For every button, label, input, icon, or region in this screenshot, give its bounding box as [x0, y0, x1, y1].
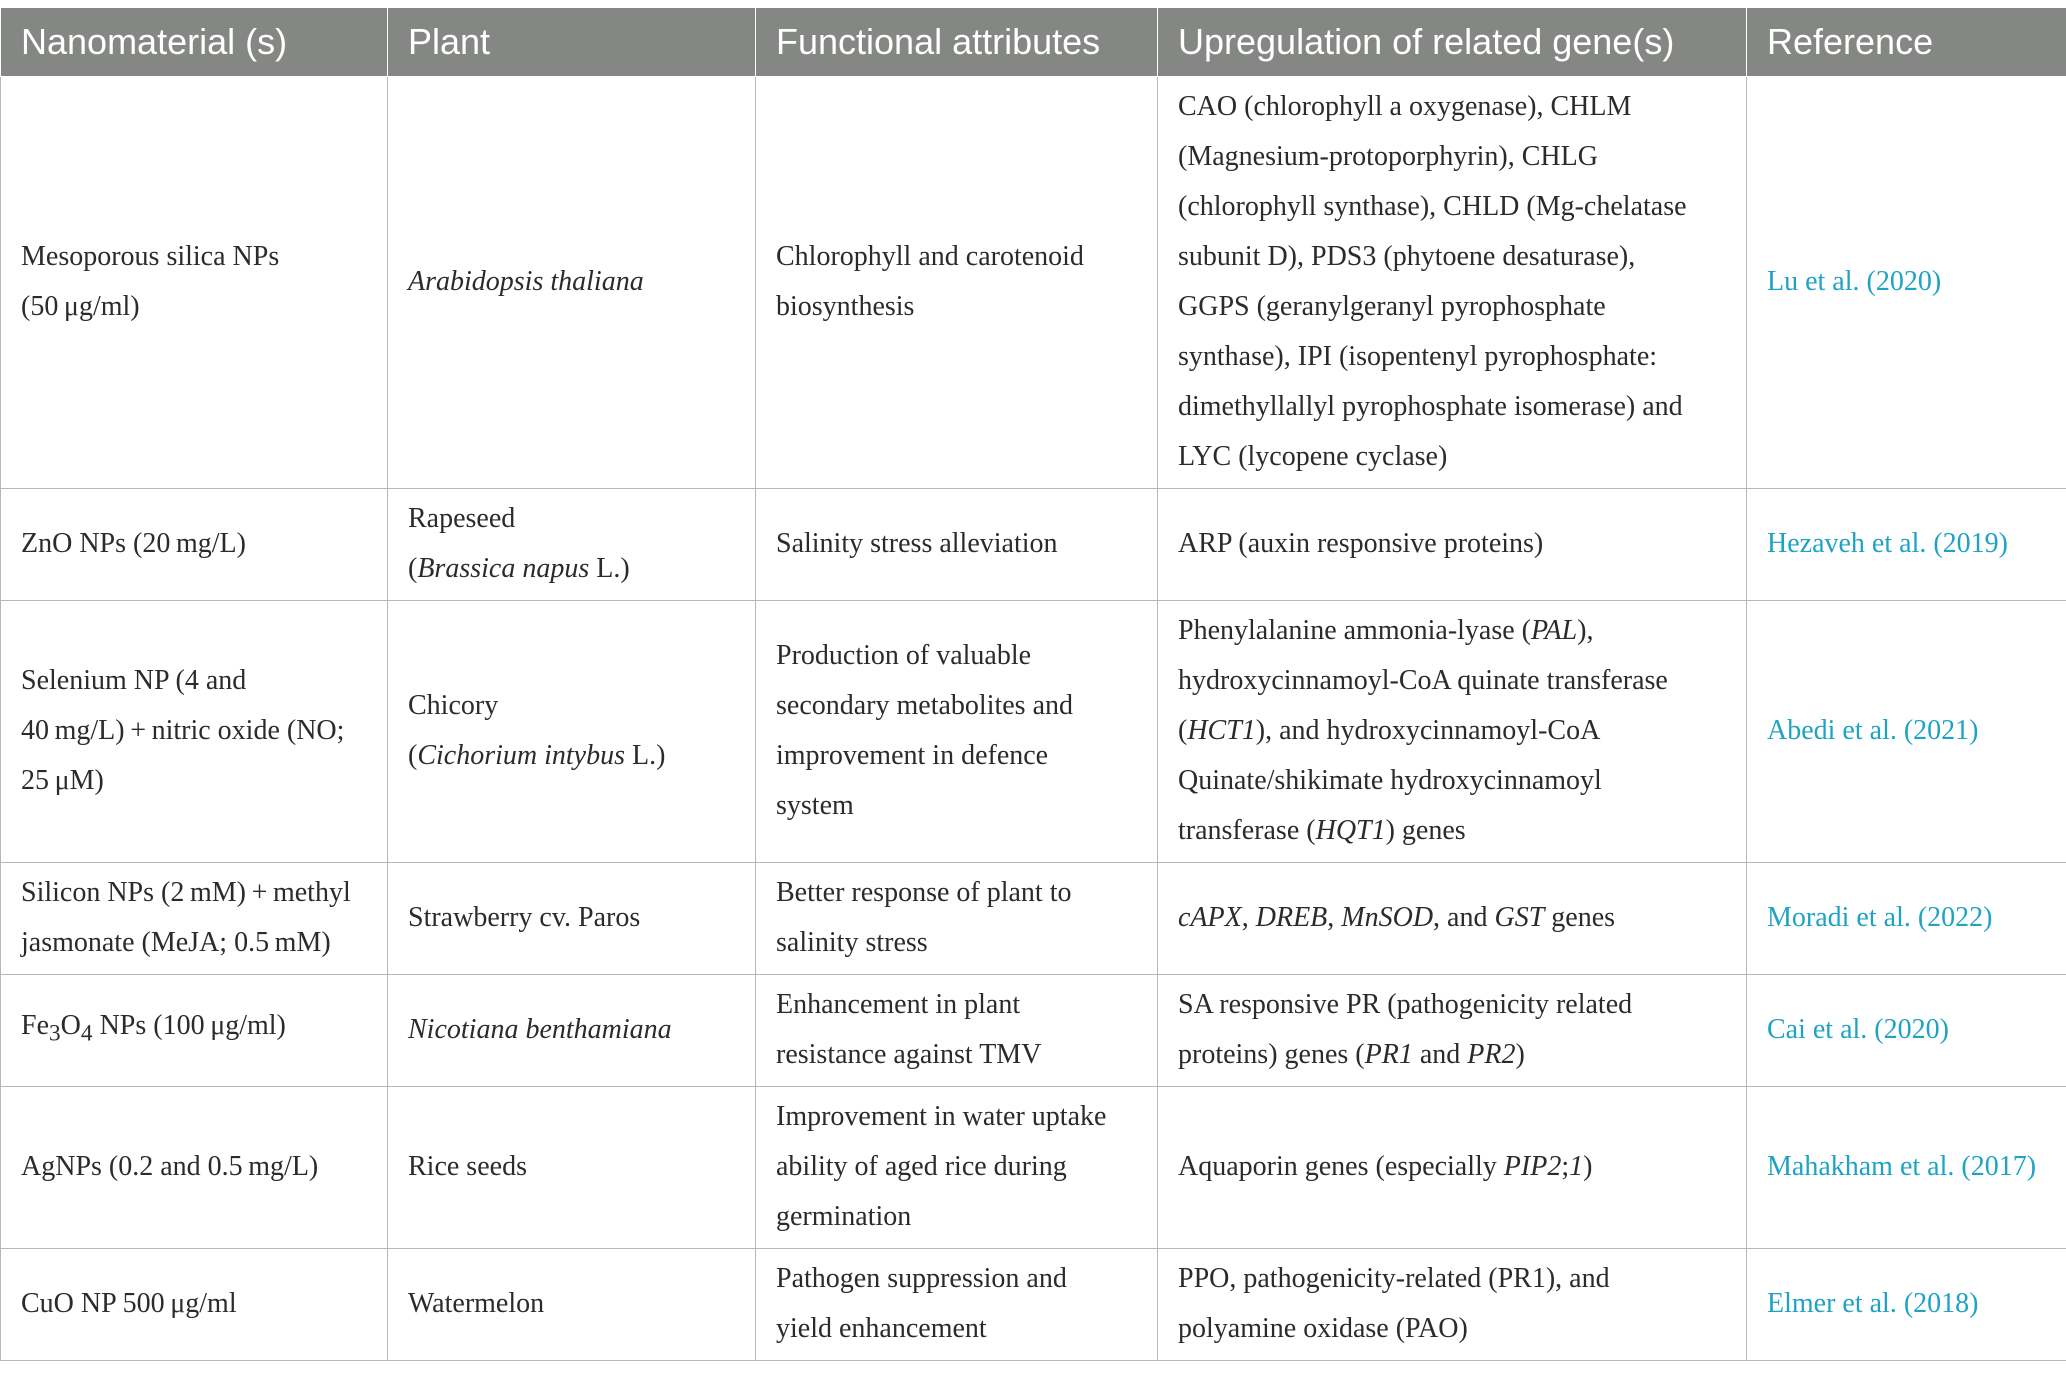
reference-cell [1747, 76, 2066, 488]
table-row [1, 862, 2066, 974]
genes-cell [1158, 488, 1747, 600]
header-functional-attributes: Functional attributes [756, 8, 1158, 76]
function-text: Chlorophyll and carotenoid biosynthesis [776, 241, 1084, 322]
nanomaterial-text: ZnO NPs (20 mg/L) [21, 528, 246, 559]
reference-cell [1747, 862, 2066, 974]
genes-cell [1158, 1248, 1747, 1360]
reference-link[interactable]: Mahakham et al. (2017) [1767, 1151, 2037, 1182]
nanomaterial-text: CuO NP 500 μg/ml [21, 1288, 237, 1319]
plant-text: Nicotiana benthamiana [408, 1014, 672, 1045]
function-text: Improvement in water uptake ability of aged rice during germination [776, 1101, 1107, 1232]
nanomaterial-cell [1, 488, 388, 600]
genes-cell [1158, 76, 1747, 488]
function-cell [756, 862, 1158, 974]
nanomaterial-cell [1, 862, 388, 974]
nanomaterial-cell [1, 1086, 388, 1248]
function-cell [756, 974, 1158, 1086]
function-cell [756, 1248, 1158, 1360]
nanomaterial-gene-table [0, 8, 2066, 1361]
reference-link[interactable]: Hezaveh et al. (2019) [1767, 528, 2008, 559]
genes-text: CAO (chlorophyll a oxygenase), CHLM (Magnesium-protoporphyrin), CHLG (chlorophyll synthase), CHLD (Mg-chelatase subunit D), PDS3 (phytoene desaturase), GGPS (geranylgeranyl pyrophosphate synthase), IPI (isopentenyl pyrophosphate: dimethyllallyl pyrophosphate isomerase) and LYC (lycopene cyclase) [1178, 91, 1687, 472]
reference-cell [1747, 1086, 2066, 1248]
nanomaterial-cell [1, 76, 388, 488]
reference-cell [1747, 974, 2066, 1086]
plant-cell [388, 600, 756, 862]
table-body [1, 76, 2066, 1360]
plant-text: Arabidopsis thaliana [408, 266, 644, 297]
reference-link[interactable]: Elmer et al. (2018) [1767, 1288, 1979, 1319]
table-row [1, 974, 2066, 1086]
plant-text: Chicory (Cichorium intybus L.) [408, 690, 666, 771]
plant-cell [388, 862, 756, 974]
header-upregulated-genes: Upregulation of related gene(s) [1158, 8, 1747, 76]
function-text: Enhancement in plant resistance against TMV [776, 989, 1042, 1070]
function-text: Pathogen suppression and yield enhancement [776, 1263, 1067, 1344]
plant-text: Rice seeds [408, 1151, 527, 1182]
header-plant: Plant [388, 8, 756, 76]
plant-cell [388, 1086, 756, 1248]
nanomaterial-cell [1, 600, 388, 862]
header-row [1, 8, 2066, 76]
plant-cell [388, 974, 756, 1086]
genes-cell [1158, 974, 1747, 1086]
function-cell [756, 1086, 1158, 1248]
plant-text: Watermelon [408, 1288, 545, 1319]
function-cell [756, 76, 1158, 488]
genes-text: Aquaporin genes (especially PIP2;1) [1178, 1151, 1593, 1182]
nanomaterial-text: AgNPs (0.2 and 0.5 mg/L) [21, 1151, 319, 1182]
genes-text: SA responsive PR (pathogenicity related proteins) genes (PR1 and PR2) [1178, 989, 1633, 1070]
function-cell [756, 488, 1158, 600]
nanomaterial-text: Silicon NPs (2 mM) + methyl jasmonate (MeJA; 0.5 mM) [21, 877, 351, 958]
plant-cell [388, 1248, 756, 1360]
reference-link[interactable]: Cai et al. (2020) [1767, 1014, 1949, 1045]
table-row [1, 1086, 2066, 1248]
genes-cell [1158, 1086, 1747, 1248]
function-text: Salinity stress alleviation [776, 528, 1058, 559]
genes-text: cAPX, DREB, MnSOD, and GST genes [1178, 902, 1616, 933]
genes-text: ARP (auxin responsive proteins) [1178, 528, 1544, 559]
nanomaterial-text: Mesoporous silica NPs (50 μg/ml) [21, 241, 280, 322]
reference-cell [1747, 488, 2066, 600]
header-reference: Reference [1747, 8, 2066, 76]
plant-text: Strawberry cv. Paros [408, 902, 641, 933]
header-nanomaterial: Nanomaterial (s) [1, 8, 388, 76]
nanomaterial-cell [1, 1248, 388, 1360]
table-row [1, 76, 2066, 488]
reference-cell [1747, 1248, 2066, 1360]
plant-text: Rapeseed (Brassica napus L.) [408, 503, 630, 584]
genes-text: Phenylalanine ammonia-lyase (PAL), hydroxycinnamoyl-CoA quinate transferase (HCT1), and hydroxycinnamoyl-CoA Quinate/shikimate hydroxycinnamoyl transferase (HQT1) genes [1178, 615, 1668, 846]
genes-text: PPO, pathogenicity-related (PR1), and polyamine oxidase (PAO) [1178, 1263, 1610, 1344]
table-row [1, 600, 2066, 862]
nanomaterial-text: $Fe_3O_4$ NPs (100 μg/ml) [21, 1010, 286, 1047]
function-text: Better response of plant to salinity stress [776, 877, 1072, 958]
nanomaterial-cell [1, 974, 388, 1086]
reference-link[interactable]: Moradi et al. (2022) [1767, 902, 1993, 933]
reference-cell [1747, 600, 2066, 862]
function-text: Production of valuable secondary metabolites and improvement in defence system [776, 640, 1074, 821]
table-row [1, 488, 2066, 600]
genes-cell [1158, 862, 1747, 974]
function-cell [756, 600, 1158, 862]
plant-cell [388, 76, 756, 488]
plant-cell [388, 488, 756, 600]
genes-cell [1158, 600, 1747, 862]
nanomaterial-text: Selenium NP (4 and 40 mg/L) + nitric oxide (NO; 25 μM) [21, 665, 345, 796]
reference-link[interactable]: Abedi et al. (2021) [1767, 715, 1979, 746]
table-header [1, 8, 2066, 76]
table-row [1, 1248, 2066, 1360]
reference-link[interactable]: Lu et al. (2020) [1767, 266, 1942, 297]
